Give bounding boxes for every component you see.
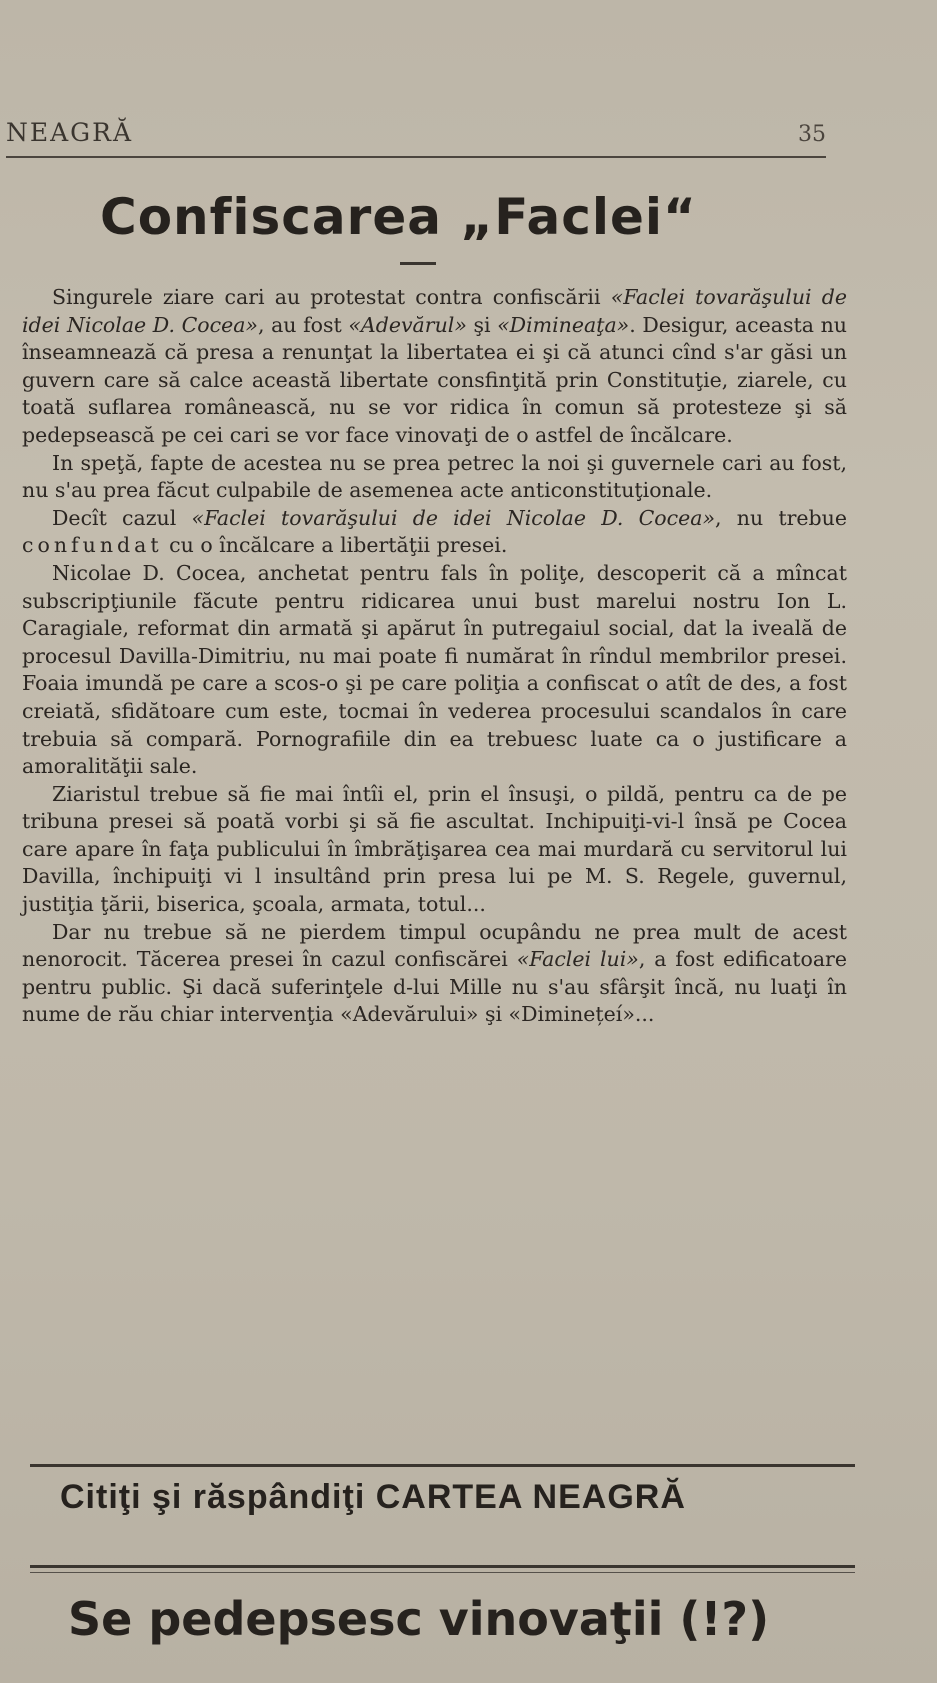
paragraph-5: Ziaristul trebue să fie mai întîi el, prin el însuşi, o pildă, pentru ca de pe tribuna presei să poată vorbi şi să fie ascultat. Inchipuiţi-vi-l însă pe Cocea care apare în faţa publicului în îmbrăţişarea cea mai murdară cu servitorul lui Davilla, închipuiţi vi l insultând prin presa lui pe M. S. Regele, guvernul, justiţia ţării, biserica, şcoala, armata, totul... xyxy=(22,781,847,917)
p1-italic-2: «Adevărul» xyxy=(348,312,467,337)
p6-text-b: , a fost edificatoare pentru public. Şi dacă suferinţele d-lui Mille nu s'au sfârşit încă, nu luaţi în nume de rău chiar intervenţia «Adevărului» şi «Diminețeí»... xyxy=(22,947,847,1027)
p3-text-a: Decît cazul xyxy=(52,505,192,530)
p3-spaced-word: confundat xyxy=(22,533,163,558)
p1-italic-3: «Dimineaţa» xyxy=(497,312,630,337)
paragraph-3 xyxy=(22,505,847,560)
next-article-title: Se pedepsesc vinovaţii (!?) xyxy=(68,1592,770,1646)
p6-italic-1: «Faclei lui» xyxy=(516,947,639,972)
divider-top xyxy=(30,1464,855,1467)
paragraph-6 xyxy=(22,919,847,1029)
p1-italic-1: «Faclei tovarăşului de idei Nicolae D. Cocea» xyxy=(22,285,847,337)
divider-bottom-thin xyxy=(30,1572,855,1573)
promo-banner: Citiţi şi răspândiţi CARTEA NEAGRĂ xyxy=(60,1478,686,1516)
p3-italic-1: «Faclei tovarăşului de idei Nicolae D. Cocea» xyxy=(191,505,716,530)
paragraph-2: In speţă, fapte de acestea nu se prea petrec la noi şi guvernele cari au fost, nu s'au prea făcut culpabile de asemenea acte anticonstituţionale. xyxy=(22,450,847,503)
running-header xyxy=(6,118,826,162)
header-rule xyxy=(6,156,826,158)
article-title: Confiscarea „Faclei“ xyxy=(100,188,697,246)
p1-text-d: . Desigur, aceasta nu înseamnează că presa a renunţat la libertatea ei şi că atunci cînd s'ar găsi un guvern care să calce această libertate consfinţită prin Constituţie, ziarele, cu toată suflarea românească, nu se vor ridica în comun să protesteze şi să pedepsească pe cei cari se vor face vinovaţi de o astfel de încălcare. xyxy=(22,312,847,447)
paragraph-1 xyxy=(22,284,847,450)
title-dash xyxy=(400,262,436,265)
header-title: NEAGRĂ xyxy=(6,118,134,147)
page-number: 35 xyxy=(798,122,826,147)
p6-text-a: Dar nu trebue să ne pierdem timpul ocupându ne prea mult de acest nenorocit. Tăcerea presei în cazul confiscărei xyxy=(22,919,847,972)
paragraph-4: Nicolae D. Cocea, anchetat pentru fals în poliţe, descoperit că a mîncat subscripţiunile făcute pentru ridicarea unui bust marelui nostru Ion L. Caragiale, reformat din armată şi apărut în putregaiul social, dat la iveală de procesul Davilla-Dimitriu, nu mai poate fi numărat în rîndul membrilor presei. Foaia imundă pe care a scos-o şi pe care poliţia a confiscat o atît de des, a fost creiată, sfidătoare cum este, tocmai în vederea procesului scandalos în care trebuia să compară. Pornografiile din ea trebuesc luate ca o justificare a amoralităţii sale. xyxy=(22,560,847,779)
p3-text-b: , nu trebue xyxy=(715,505,847,530)
divider-bottom xyxy=(30,1565,855,1568)
p1-text-c: şi xyxy=(466,312,498,337)
p1-text-b: , au fost xyxy=(257,312,349,337)
p1-text-a: Singurele ziare cari au protestat contra confiscării xyxy=(52,285,611,309)
p3-text-c: cu o încălcare a libertăţii presei. xyxy=(162,533,508,558)
article-body xyxy=(22,284,847,1029)
